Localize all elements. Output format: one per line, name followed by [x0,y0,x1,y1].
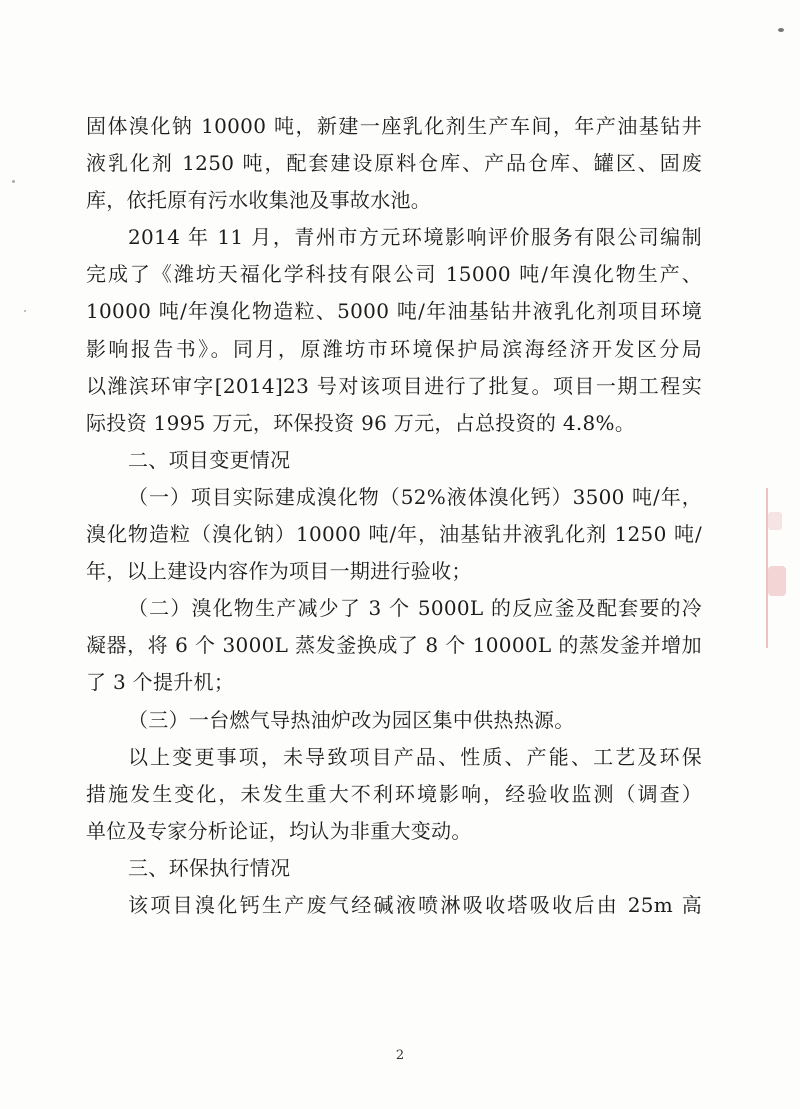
body-text [86,108,702,924]
text-line: 以上变更事项，未导致项目产品、性质、产能、工艺及环保 [128,744,702,769]
text-line: （一）项目实际建成溴化物（52%液体溴化钙）3500 吨/年， [128,484,702,509]
text-line: 措施发生变化，未发生重大不利环境影响，经验收监测（调查） [86,781,702,806]
text-line: 年，以上建设内容作为项目一期进行验收； [86,559,472,584]
text-line: 10000 吨/年溴化物造粒、5000 吨/年油基钻井液乳化剂项目环境 [86,299,702,324]
seal-blot [768,566,786,596]
scan-speck [12,180,15,183]
text-line: 液乳化剂 1250 吨，配套建设原料仓库、产品仓库、罐区、固废 [86,151,702,176]
text-line: 了 3 个提升机； [86,670,235,695]
text-line: 影响报告书》。同月，原潍坊市环境保护局滨海经济开发区分局 [86,336,702,361]
scan-speck [778,28,784,32]
text-line: 际投资 1995 万元，环保投资 96 万元，占总投资的 4.8%。 [86,410,636,435]
text-line: 溴化物造粒（溴化钠）10000 吨/年，油基钻井液乳化剂 1250 吨/ [86,522,702,547]
section-heading: 二、项目变更情况 [128,447,291,472]
scan-speck [24,310,26,312]
section-heading: 三、环保执行情况 [128,855,291,880]
seal-edge-mark [766,488,790,648]
text-line: 2014 年 11 月，青州市方元环境影响评价服务有限公司编制 [128,225,702,250]
text-line: 单位及专家分析论证，均认为非重大变动。 [86,818,472,843]
page-number: 2 [395,1048,405,1063]
text-line: 该项目溴化钙生产废气经碱液喷淋吸收塔吸收后由 25m 高 [128,892,702,917]
text-line: 库，依托原有污水收集池及事故水池。 [86,188,432,213]
seal-blot [768,512,782,530]
text-line: 凝器，将 6 个 3000L 蒸发釜换成了 8 个 10000L 的蒸发釜并增加 [86,633,702,658]
text-line: （三）一台燃气导热油炉改为园区集中供热热源。 [128,707,575,732]
text-line: 固体溴化钠 10000 吨，新建一座乳化剂生产车间，年产油基钻井 [86,114,702,138]
text-line: （二）溴化物生产减少了 3 个 5000L 的反应釜及配套要的冷 [128,596,702,621]
text-line: 完成了《潍坊天福化学科技有限公司 15000 吨/年溴化物生产、 [86,262,702,287]
text-line: 以潍滨环审字[2014]23 号对该项目进行了批复。项目一期工程实 [86,373,702,398]
